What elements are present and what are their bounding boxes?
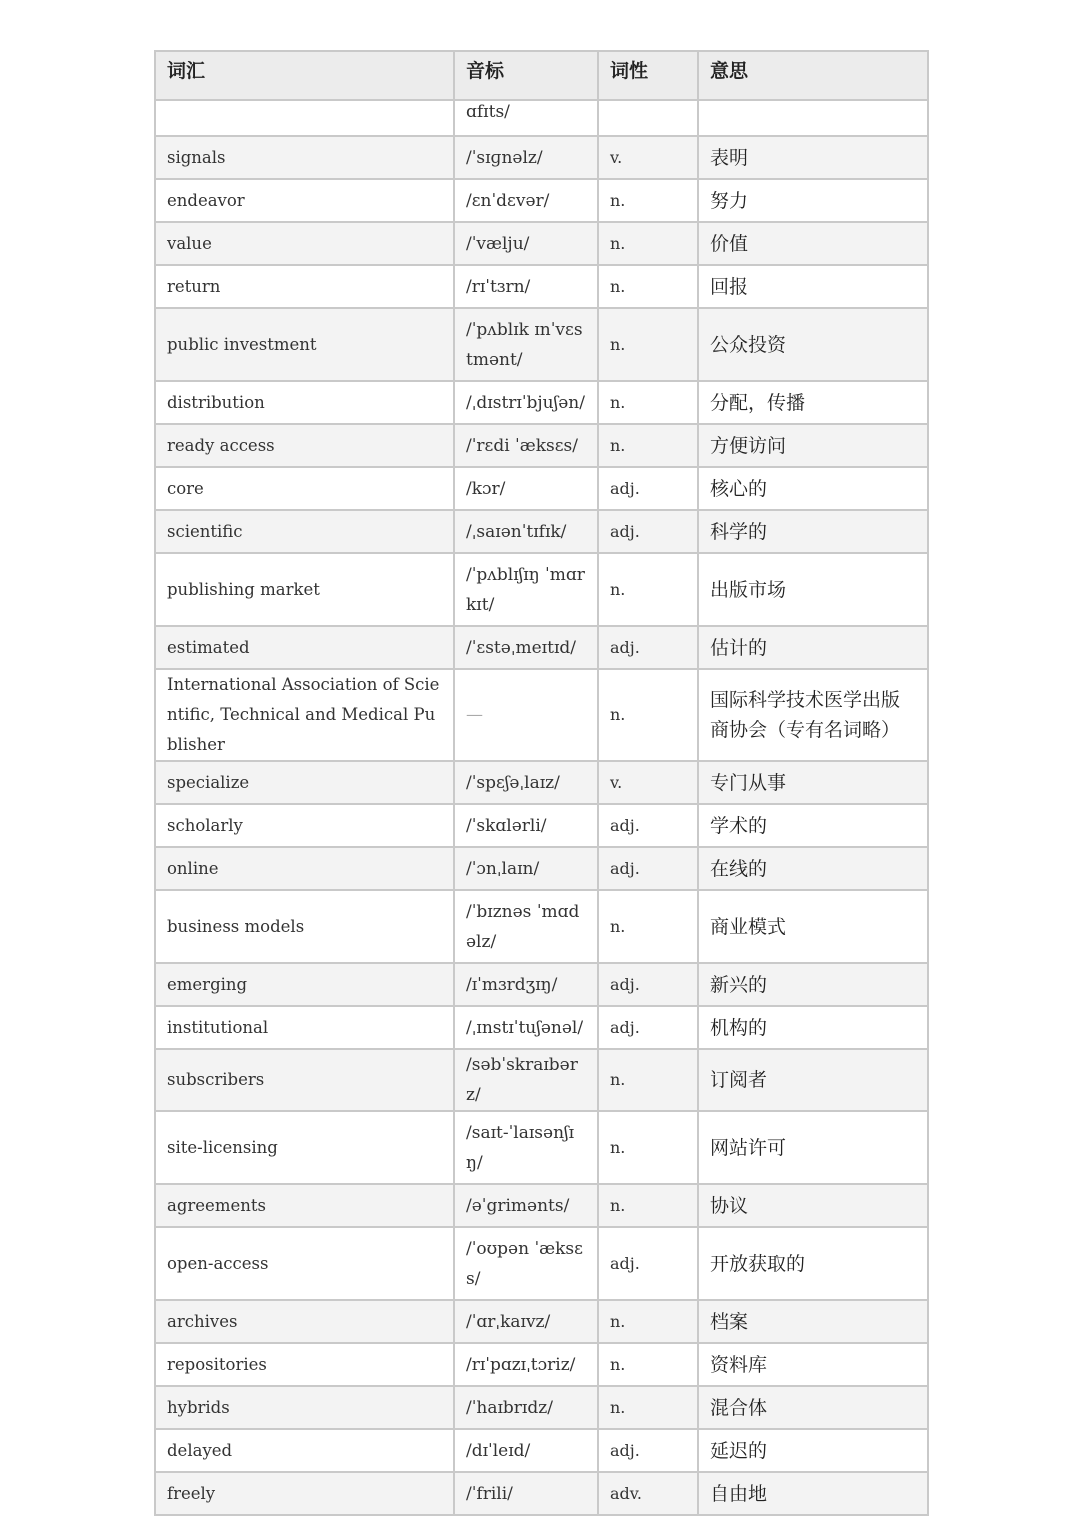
cell-pos: adj.	[598, 963, 698, 1006]
cell-ipa: /dɪˈleɪd/	[454, 1429, 598, 1472]
cell-pos: n.	[598, 308, 698, 381]
cell-word: freely	[155, 1472, 454, 1515]
table-header	[155, 51, 928, 100]
cell-meaning: 公众投资	[698, 308, 928, 381]
cell-meaning: 开放获取的	[698, 1227, 928, 1300]
cell-word: subscribers	[155, 1049, 454, 1111]
cell-pos: n.	[598, 1300, 698, 1343]
header-phonetic: 音标	[454, 51, 598, 100]
table-row	[155, 890, 928, 963]
cell-word: publishing market	[155, 553, 454, 626]
cell-meaning: 方便访问	[698, 424, 928, 467]
table-row	[155, 265, 928, 308]
cell-ipa: /ɛnˈdɛvər/	[454, 179, 598, 222]
cell-ipa: /ˈpʌblɪk ɪnˈvɛstmənt/	[454, 308, 598, 381]
table-row	[155, 1300, 928, 1343]
cell-meaning: 混合体	[698, 1386, 928, 1429]
cell-pos: adj.	[598, 1227, 698, 1300]
cell-pos: n.	[598, 553, 698, 626]
cell-pos: n.	[598, 1111, 698, 1184]
cell-word: public investment	[155, 308, 454, 381]
cell-ipa: /ɪˈmɜrdʒɪŋ/	[454, 963, 598, 1006]
cell-meaning: 估计的	[698, 626, 928, 669]
table-row	[155, 1429, 928, 1472]
header-word: 词汇	[155, 51, 454, 100]
cell-word: archives	[155, 1300, 454, 1343]
cell-meaning: 新兴的	[698, 963, 928, 1006]
cell-ipa: /ˌsaɪənˈtɪfɪk/	[454, 510, 598, 553]
cell-ipa: /ˈrɛdi ˈæksɛs/	[454, 424, 598, 467]
cell-word: agreements	[155, 1184, 454, 1227]
cell-pos: adj.	[598, 847, 698, 890]
cell-pos: n.	[598, 424, 698, 467]
cell-meaning: 回报	[698, 265, 928, 308]
table-row	[155, 424, 928, 467]
cell-word: endeavor	[155, 179, 454, 222]
cell-meaning: 机构的	[698, 1006, 928, 1049]
table-row	[155, 804, 928, 847]
cell-word: distribution	[155, 381, 454, 424]
cell-ipa: /saɪt-ˈlaɪsənʃɪŋ/	[454, 1111, 598, 1184]
cell-word: institutional	[155, 1006, 454, 1049]
cell-ipa: /ˌdɪstrɪˈbjuʃən/	[454, 381, 598, 424]
cell-ipa: /ˈbɪznəs ˈmɑdəlz/	[454, 890, 598, 963]
cell-ipa: /ˈspɛʃəˌlaɪz/	[454, 761, 598, 804]
table-row	[155, 1227, 928, 1300]
cell-meaning: 在线的	[698, 847, 928, 890]
table-row	[155, 467, 928, 510]
cell-word: signals	[155, 136, 454, 179]
cell-ipa: /ˈɑrˌkaɪvz/	[454, 1300, 598, 1343]
cell-pos: v.	[598, 761, 698, 804]
cell-meaning: 核心的	[698, 467, 928, 510]
table-row	[155, 626, 928, 669]
cell-pos: n.	[598, 1386, 698, 1429]
header-pos: 词性	[598, 51, 698, 100]
cell-word: scholarly	[155, 804, 454, 847]
cell-meaning: 努力	[698, 179, 928, 222]
cell-ipa: /kɔr/	[454, 467, 598, 510]
cell-pos: adj.	[598, 1006, 698, 1049]
table-row	[155, 136, 928, 179]
cell-meaning: 网站许可	[698, 1111, 928, 1184]
table-row	[155, 100, 928, 136]
cell-word: ready access	[155, 424, 454, 467]
cell-meaning: 档案	[698, 1300, 928, 1343]
cell-pos: n.	[598, 1184, 698, 1227]
header-row	[155, 51, 928, 100]
cell-word: repositories	[155, 1343, 454, 1386]
cell-word	[155, 100, 454, 136]
cell-ipa: /ˈfrili/	[454, 1472, 598, 1515]
cell-word: core	[155, 467, 454, 510]
cell-word: scientific	[155, 510, 454, 553]
cell-pos: adj.	[598, 804, 698, 847]
cell-ipa: /ˈsɪɡnəlz/	[454, 136, 598, 179]
cell-meaning: 分配，传播	[698, 381, 928, 424]
table-row	[155, 1343, 928, 1386]
cell-pos: n.	[598, 669, 698, 761]
cell-word: estimated	[155, 626, 454, 669]
cell-ipa: /ˈpʌblɪʃɪŋ ˈmɑrkɪt/	[454, 553, 598, 626]
cell-meaning: 表明	[698, 136, 928, 179]
table-row	[155, 308, 928, 381]
cell-word: value	[155, 222, 454, 265]
cell-pos: v.	[598, 136, 698, 179]
cell-pos: adj.	[598, 467, 698, 510]
cell-pos: n.	[598, 1049, 698, 1111]
table-row	[155, 553, 928, 626]
table-row	[155, 761, 928, 804]
cell-word: open-access	[155, 1227, 454, 1300]
cell-pos	[598, 100, 698, 136]
table-row	[155, 222, 928, 265]
table-row	[155, 1111, 928, 1184]
cell-meaning: 协议	[698, 1184, 928, 1227]
cell-ipa: /ˈɛstəˌmeɪtɪd/	[454, 626, 598, 669]
cell-ipa: /əˈgrimənts/	[454, 1184, 598, 1227]
table-row	[155, 669, 928, 761]
cell-meaning: 订阅者	[698, 1049, 928, 1111]
table-row	[155, 179, 928, 222]
cell-word: business models	[155, 890, 454, 963]
cell-ipa: /ˈhaɪbrɪdz/	[454, 1386, 598, 1429]
header-meaning: 意思	[698, 51, 928, 100]
vocabulary-table	[154, 50, 929, 1516]
cell-meaning	[698, 100, 928, 136]
cell-meaning: 商业模式	[698, 890, 928, 963]
cell-ipa: ɑfɪts/	[454, 100, 598, 136]
cell-pos: n.	[598, 179, 698, 222]
cell-pos: n.	[598, 890, 698, 963]
cell-word: delayed	[155, 1429, 454, 1472]
cell-meaning: 专门从事	[698, 761, 928, 804]
cell-word: emerging	[155, 963, 454, 1006]
cell-pos: adj.	[598, 510, 698, 553]
cell-meaning: 自由地	[698, 1472, 928, 1515]
cell-word: online	[155, 847, 454, 890]
cell-pos: n.	[598, 265, 698, 308]
table-body	[155, 100, 928, 1515]
table-row	[155, 847, 928, 890]
table-row	[155, 1386, 928, 1429]
cell-ipa: /ˌɪnstɪˈtuʃənəl/	[454, 1006, 598, 1049]
table-row	[155, 510, 928, 553]
cell-ipa: /ˈvælju/	[454, 222, 598, 265]
cell-pos: n.	[598, 381, 698, 424]
cell-pos: adj.	[598, 1429, 698, 1472]
cell-meaning: 学术的	[698, 804, 928, 847]
table-row	[155, 1184, 928, 1227]
table-row	[155, 381, 928, 424]
cell-meaning: 国际科学技术医学出版商协会（专有名词略）	[698, 669, 928, 761]
cell-ipa: /rɪˈtɜrn/	[454, 265, 598, 308]
cell-ipa: /səbˈskraɪbərz/	[454, 1049, 598, 1111]
cell-meaning: 资料库	[698, 1343, 928, 1386]
cell-pos: adj.	[598, 626, 698, 669]
cell-meaning: 延迟的	[698, 1429, 928, 1472]
cell-word: hybrids	[155, 1386, 454, 1429]
cell-ipa: /ˈskɑlərli/	[454, 804, 598, 847]
table-row	[155, 1006, 928, 1049]
cell-word: International Association of Scientific, Technical and Medical Publisher	[155, 669, 454, 761]
cell-ipa: /ˈoʊpən ˈæksɛs/	[454, 1227, 598, 1300]
cell-meaning: 出版市场	[698, 553, 928, 626]
cell-ipa: /ˈɔnˌlaɪn/	[454, 847, 598, 890]
cell-word: specialize	[155, 761, 454, 804]
cell-pos: adv.	[598, 1472, 698, 1515]
cell-meaning: 价值	[698, 222, 928, 265]
cell-pos: n.	[598, 1343, 698, 1386]
cell-word: site-licensing	[155, 1111, 454, 1184]
cell-ipa: /rɪˈpɑzɪˌtɔriz/	[454, 1343, 598, 1386]
cell-pos: n.	[598, 222, 698, 265]
cell-word: return	[155, 265, 454, 308]
table-row	[155, 1049, 928, 1111]
cell-meaning: 科学的	[698, 510, 928, 553]
table-row	[155, 963, 928, 1006]
table-row	[155, 1472, 928, 1515]
cell-ipa: —	[454, 669, 598, 761]
